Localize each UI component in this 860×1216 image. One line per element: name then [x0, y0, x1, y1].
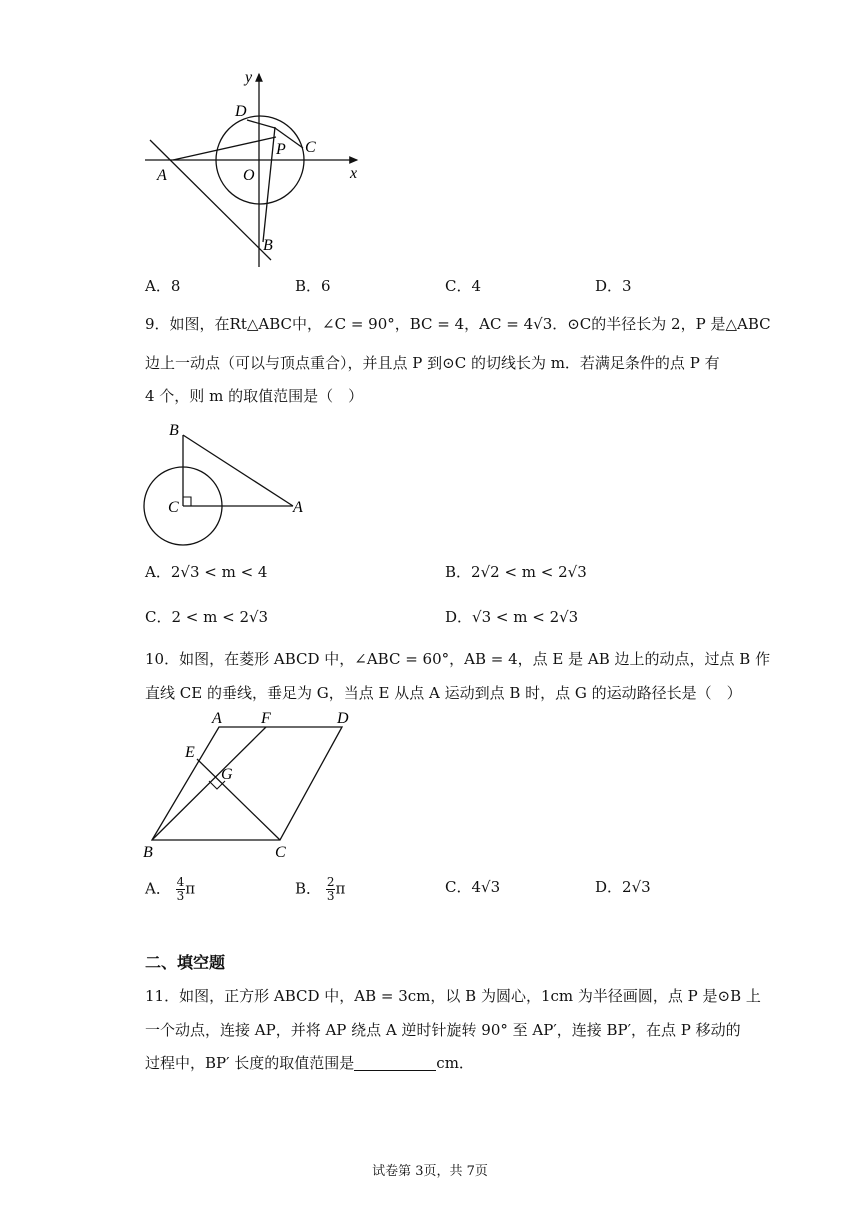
- label-b: B: [169, 422, 179, 439]
- label-a: A: [157, 167, 167, 184]
- figure-q10: [135, 705, 365, 865]
- q8-option-a: A．8: [145, 277, 181, 295]
- q8-option-c: C．4: [445, 277, 482, 295]
- q10-option-a: A． $\frac{4}{3}$ π: [145, 875, 196, 903]
- right-angle-mark: [183, 497, 191, 506]
- label-f: F: [261, 710, 271, 727]
- label-a: A: [293, 499, 303, 516]
- figure-q8: [135, 62, 375, 272]
- label-y: y: [245, 69, 253, 86]
- segment-dc: [247, 120, 275, 128]
- label-o: O: [243, 167, 255, 184]
- q9-line-2: 边上一动点（可以与顶点重合），并且点 P 到⊙C 的切线长为 m．若满足条件的点 P 有: [145, 354, 720, 372]
- section-heading: 二、填空题: [145, 953, 226, 972]
- q11-line-2: 一个动点，连接 AP，并将 AP 绕点 A 逆时针旋转 90° 至 AP′，连接 BP′，在点 P 移动的: [145, 1021, 741, 1039]
- label-d: D: [337, 710, 349, 727]
- page-footer: 试卷第 3页，共 7页: [372, 1164, 488, 1179]
- label-a: A: [212, 710, 222, 727]
- q8-option-d: D．3: [595, 277, 632, 295]
- rhombus-abcd: [152, 727, 342, 840]
- q9-line-1: 9．如图，在Rt△ABC中，∠C = 90°，BC = 4，AC = 4√3．⊙C的半径长为 2，P 是△ABC: [145, 315, 771, 333]
- figure-q9: [135, 415, 315, 550]
- q9-option-a: A．2√3 < m < 4: [145, 563, 268, 581]
- q10-option-d: D．2√3: [595, 878, 651, 896]
- q10-option-b: B． $\frac{2}{3}$ π: [295, 875, 346, 903]
- q10-line-2: 直线 CE 的垂线，垂足为 G，当点 E 从点 A 运动到点 B 时，点 G 的运动路径长是（ ）: [145, 684, 742, 702]
- segment-ap: [173, 137, 276, 160]
- q11-line-3: 过程中，BP′ 长度的取值范围是 cm．: [145, 1054, 474, 1072]
- label-p: P: [276, 141, 286, 158]
- line-ab: [150, 140, 271, 260]
- label-e: E: [185, 744, 195, 761]
- label-g: G: [221, 766, 233, 783]
- label-x: x: [350, 165, 358, 182]
- q9-line-3: 4 个，则 m 的取值范围是（ ）: [145, 387, 364, 405]
- label-d: D: [235, 103, 247, 120]
- segment-ec: [197, 759, 280, 840]
- q9-option-d: D．√3 < m < 2√3: [445, 608, 579, 626]
- q10-option-c: C．4√3: [445, 878, 501, 896]
- label-c: C: [168, 499, 179, 516]
- q10-line-1: 10．如图，在菱形 ABCD 中，∠ABC = 60°，AB = 4，点 E 是 AB 边上的动点，过点 B 作: [145, 650, 771, 668]
- answer-blank[interactable]: [354, 1054, 436, 1071]
- label-b: B: [143, 844, 153, 861]
- label-c: C: [305, 139, 316, 156]
- q9-option-c: C．2 < m < 2√3: [145, 608, 269, 626]
- segment-bd: [263, 127, 275, 242]
- q9-option-b: B．2√2 < m < 2√3: [445, 563, 587, 581]
- q11-line-1: 11．如图，正方形 ABCD 中，AB = 3cm，以 B 为圆心，1cm 为半径画圆，点 P 是⊙B 上: [145, 987, 761, 1005]
- label-b: B: [263, 237, 273, 254]
- q8-option-b: B．6: [295, 277, 331, 295]
- label-c: C: [275, 844, 286, 861]
